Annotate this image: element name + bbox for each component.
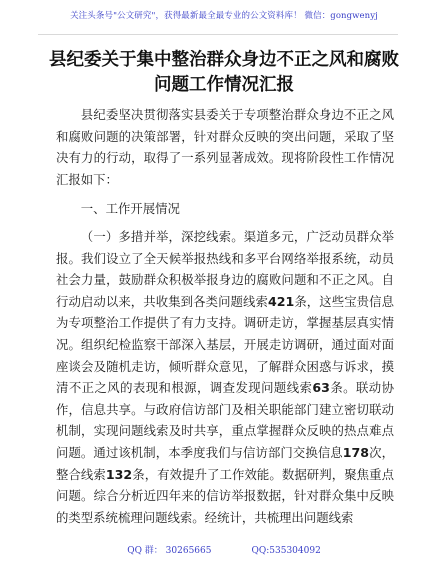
para1-text-a: （一）多措并举，深挖线索。渠道多元，广泛动员群众举报。我们设立了全天候举报热线和多平台网络举报系统，动员社会力量，鼓励群众积极举报身边的腐败问题和不正之风。自行动启动以来，共收集到各类问题线索 (56, 228, 394, 309)
paragraph-1 (56, 226, 394, 528)
para1-text-b: 条，这些宝贵信息为专项整治工作提供了有力支持。调研走访，掌握基层真实情况。组织纪检监察干部深入基层，开展走访调研，通过面对面座谈会及随机走访，倾听群众意见，了解群众困惑与诉求，摸清不正之风的表现和根源，调查发现问题线索 (56, 293, 395, 396)
title-line-2: 问题工作情况汇报 (154, 75, 294, 95)
num-exchanged: 178 (342, 444, 370, 460)
footer-contact (0, 543, 448, 556)
para1-text-c: 条。联动协作，信息共享。与政府信访部门及相关职能部门建立密切联动机制，实现问题线索及时共享，重点掌握群众反映的热点难点问题。通过该机制，本季度我们与信访部门交换信息 (56, 380, 395, 460)
title-line-1: 县纪委关于集中整治群众身边不正之风和腐败 (49, 50, 399, 70)
num-clues: 421 (267, 293, 295, 309)
intro-paragraph: 县纪委坚决贯彻落实县委关于专项整治群众身边不正之风和腐败问题的决策部署，针对群众反映的突出问题，采取了坚决有力的行动，取得了一系列显著成效。现将阶段性工作情况汇报如下： (56, 107, 394, 187)
document-body (56, 104, 394, 528)
footer-qq: QQ:535304092 (251, 546, 321, 556)
para1-text-d: 次，整合线索 (56, 444, 395, 482)
header-promo-text: 关注头条号"公文研究"，获得最新最全最专业的公文资料库！ 微信：gongwenyj (70, 11, 378, 21)
footer-qq-group: QQ 群： 30265665 (127, 546, 212, 556)
section-heading-1: 一、工作开展情况 (80, 201, 180, 217)
header-divider (38, 34, 398, 35)
document-title (40, 48, 408, 98)
num-integrated: 132 (105, 466, 133, 482)
para1-text-e: 条，有效提升了工作效能。数据研判，聚焦重点问题。综合分析近四年来的信访举报数据，针对群众集中反映的类型系统梳理问题线索。经统计，共梳理出问题线索 (56, 466, 395, 525)
num-found: 63 (312, 380, 330, 396)
